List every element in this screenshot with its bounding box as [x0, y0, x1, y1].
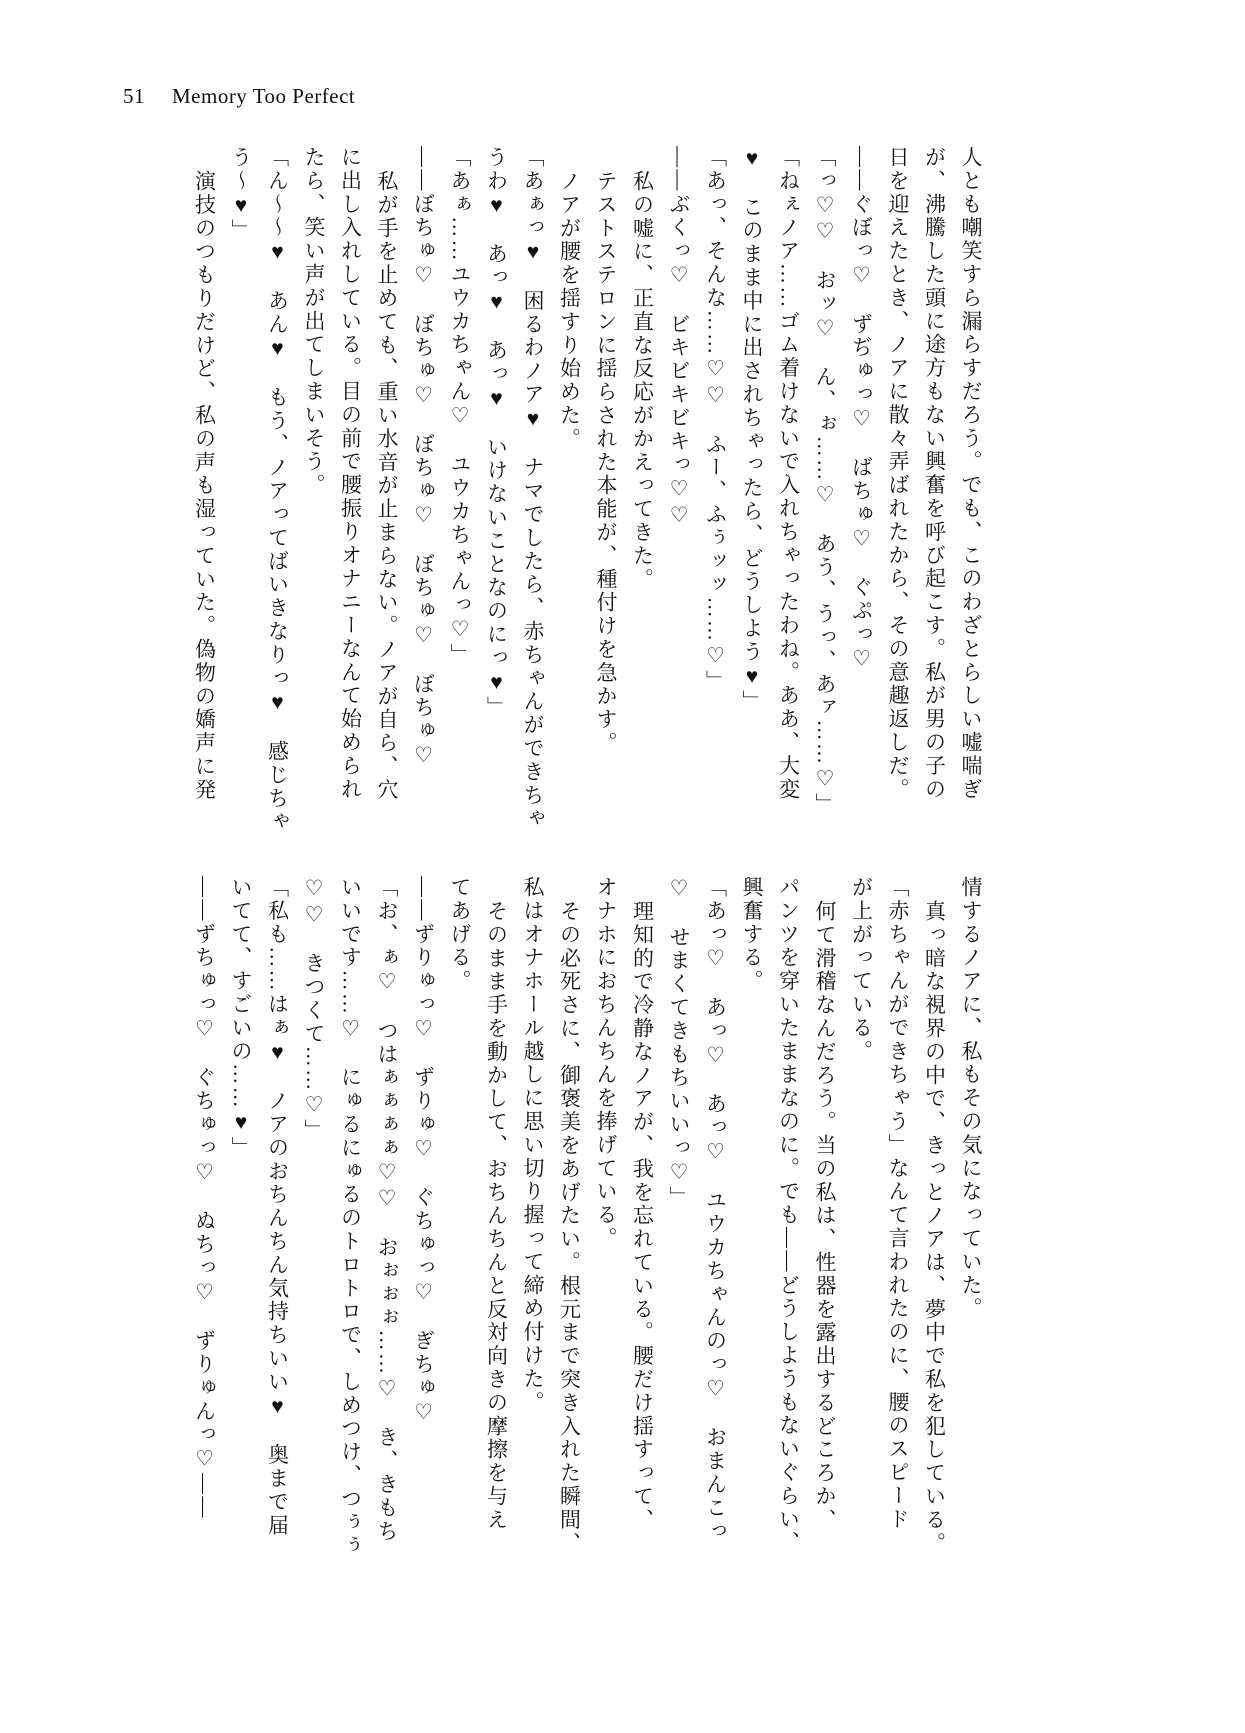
- text-line: ♥ このまま中に出されちゃったら、どうしよう♥」: [740, 146, 764, 714]
- text-line: 「ん〜〜♥ あん♥ もう、ノアってばいきなりっ♥ 感じちゃ: [265, 146, 290, 834]
- text-line: 人とも嘲笑すら漏らすだろう。でも、このわざとらしい嘘喘ぎ: [959, 146, 983, 802]
- text-line: ——ぶくっ♡ ビキビキビキっ♡♡: [667, 146, 691, 530]
- text-line: てあげる。: [448, 876, 472, 993]
- text-line: 「あっ、そんな……♡♡ ふー、ふぅッッ……♡」: [703, 146, 728, 694]
- page-number: 51: [123, 84, 145, 108]
- text-line: う〜♥」: [229, 146, 253, 243]
- text-line: テストステロンに揺らされた本能が、種付けを急かす。: [594, 169, 618, 755]
- page-header: [123, 84, 355, 109]
- page-title: Memory Too Perfect: [172, 84, 356, 108]
- text-line: ——ずりゅっ♡ ずりゅ♡ ぐちゅっ♡ ぎちゅ♡: [411, 876, 436, 1427]
- text-line: が上がっている。: [849, 876, 874, 1064]
- text-line: ——ぼちゅ♡ ぼちゅ♡ ぼちゅ♡ ぼちゅ♡ ぼちゅ♡: [411, 146, 436, 770]
- text-line: に出し入れしている。目の前で腰振りオナニーなんて始められ: [338, 146, 363, 802]
- text-line: が、沸騰した頭に途方もない興奮を呼び起こす。私が男の子の: [922, 146, 947, 802]
- bottom-text-block: [186, 876, 989, 1572]
- text-line: ——ぐぼっ♡ ずぢゅっ♡ ばちゅ♡ ぐぷっ♡: [849, 146, 874, 673]
- text-line: 私が手を止めても、重い水音が止まらない。ノアが自ら、穴: [375, 169, 399, 802]
- text-line: 私はオナホール越しに思い切り握って締め付けた。: [521, 876, 545, 1415]
- text-line: そのまま手を動かして、おちんちんと反対向きの摩擦を与え: [484, 899, 509, 1532]
- text-line: 情するノアに、私もその気になっていた。: [959, 876, 983, 1321]
- text-line: 何て滑稽なんだろう。当の私は、性器を露出するどころか、: [813, 899, 837, 1532]
- text-line: 興奮する。: [740, 876, 764, 993]
- text-line: うわ♥ あっ♥ あっ♥ いけないことなのにっ♥」: [484, 146, 509, 720]
- text-line: 日を迎えたとき、ノアに散々弄ばれたから、その意趣返しだ。: [886, 146, 910, 802]
- text-line: いてて、すごいの……♥」: [229, 876, 253, 1160]
- text-line: ——ずちゅっ♡ ぐちゅっ♡ ぬちっ♡ ずりゅんっ♡——: [192, 876, 217, 1520]
- text-line: 「赤ちゃんができちゃう」なんて言われたのに、腰のスピード: [886, 876, 910, 1532]
- text-line: その必死さに、御褒美をあげたい。根元まで突き入れた瞬間、: [557, 899, 582, 1555]
- text-line: 真っ暗な視界の中で、きっとノアは、夢中で私を犯している。: [922, 899, 947, 1555]
- text-line: パンツを穿いたままなのに。でも——どうしようもないぐらい、: [776, 876, 801, 1555]
- text-line: 「私も……はぁ♥ ノアのおちんちん気持ちいい♥ 奥まで届: [265, 876, 290, 1538]
- text-line: 「あっ♡ あっ♡ あっ♡ ユウカちゃんのっ♡ おまんこっ: [703, 876, 728, 1544]
- text-line: オナホにおちんちんを捧げている。: [594, 876, 618, 1251]
- text-line: たら、笑い声が出てしまいそう。: [302, 146, 326, 497]
- text-line: 「あぁ……ユウカちゃん♡ ユウカちゃんっ♡」: [448, 146, 472, 667]
- text-line: いいです……♡ にゅるにゅるのトロトロで、しめつけ、つぅぅ: [338, 876, 363, 1558]
- text-line: 理知的で冷静なノアが、我を忘れている。腰だけ揺すって、: [630, 899, 655, 1532]
- text-line: ♡♡ きつくて……♡」: [302, 876, 326, 1143]
- text-line: 「っ♡♡ おッ♡ ん、ぉ……♡ あう、うっ、あァ……♡」: [813, 146, 837, 817]
- text-line: 私の嘘に、正直な反応がかえってきた。: [630, 169, 655, 591]
- text-line: 「お、ぁ♡ つはぁぁぁぁ♡♡ おぉぉぉ……♡ き、きもち: [375, 876, 399, 1544]
- text-line: 「ねぇノア……ゴム着けないで入れちゃったわね。ああ、大変: [776, 146, 801, 802]
- text-line: 演技のつもりだけど、私の声も湿っていた。偽物の嬌声に発: [192, 169, 217, 802]
- top-text-block: [186, 146, 989, 842]
- text-line: ♡ せまくてきもちいいっ♡」: [667, 876, 691, 1210]
- text-line: ノアが腰を揺すり始めた。: [557, 169, 582, 451]
- text-line: 「あぁっ♥ 困るわノア♥ ナマでしたら、赤ちゃんができちゃ: [521, 146, 545, 831]
